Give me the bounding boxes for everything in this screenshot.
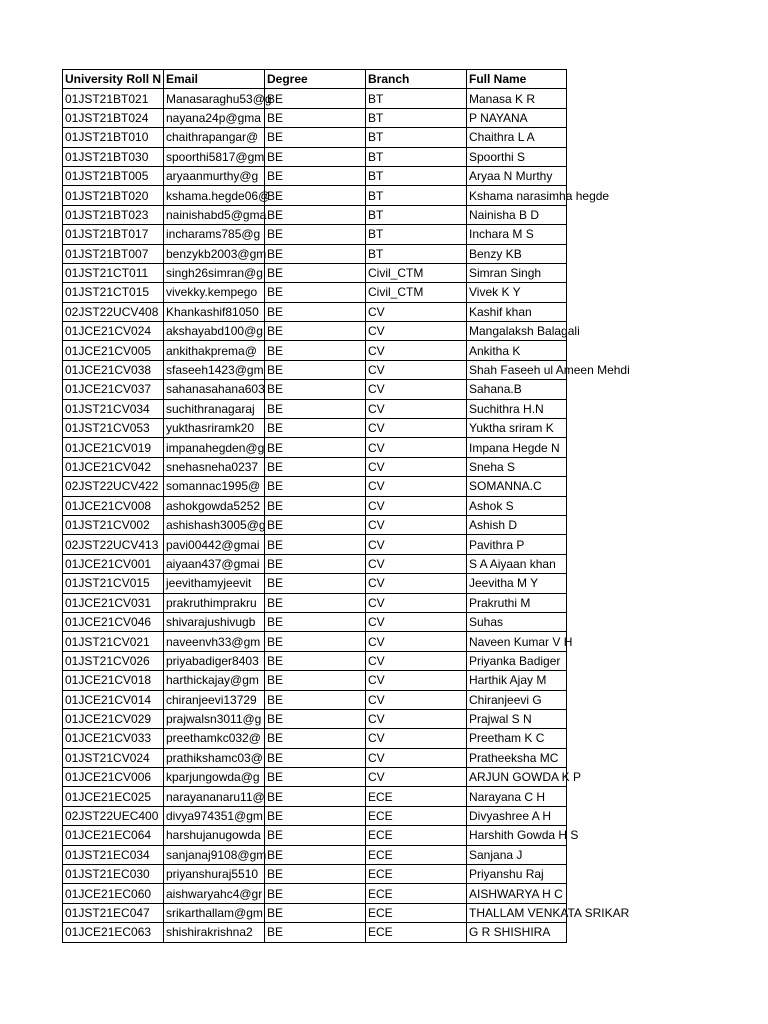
cell-degree[interactable]: BE: [265, 768, 366, 787]
cell-full-name[interactable]: Jeevitha M Y: [467, 574, 567, 593]
cell-branch[interactable]: BT: [366, 108, 467, 127]
table-row: [63, 845, 567, 864]
cell-roll-number[interactable]: 01JST21CV024: [63, 748, 164, 767]
cell-branch[interactable]: BT: [366, 166, 467, 185]
table-row: [63, 322, 567, 341]
cell-email[interactable]: kparjungowda@g: [164, 768, 265, 787]
cell-email[interactable]: suchithranagaraj: [164, 399, 265, 418]
table-row: [63, 651, 567, 670]
table-row: [63, 302, 567, 321]
cell-email[interactable]: priyabadiger8403: [164, 651, 265, 670]
cell-full-name[interactable]: Divyashree A H: [467, 806, 567, 825]
cell-roll-number[interactable]: 01JST21BT010: [63, 128, 164, 147]
cell-roll-number[interactable]: 01JCE21CV019: [63, 438, 164, 457]
cell-full-name[interactable]: Aryaa N Murthy: [467, 166, 567, 185]
cell-roll-number[interactable]: 01JST21EC047: [63, 903, 164, 922]
table-row: [63, 709, 567, 728]
cell-roll-number[interactable]: 01JCE21CV008: [63, 496, 164, 515]
cell-branch[interactable]: CV: [366, 535, 467, 554]
cell-email[interactable]: ashokgowda5252: [164, 496, 265, 515]
cell-roll-number[interactable]: 01JST21EC030: [63, 865, 164, 884]
cell-full-name[interactable]: Simran Singh: [467, 263, 567, 282]
table-row: [63, 166, 567, 185]
table-row: [63, 787, 567, 806]
cell-roll-number[interactable]: 01JCE21CV042: [63, 457, 164, 476]
table-row: [63, 574, 567, 593]
cell-full-name[interactable]: Inchara M S: [467, 225, 567, 244]
cell-full-name[interactable]: Shah Faseeh ul Ameen Mehdi: [467, 360, 567, 379]
table-row: [63, 360, 567, 379]
table-row: [63, 419, 567, 438]
cell-roll-number[interactable]: 01JCE21EC063: [63, 923, 164, 942]
cell-branch[interactable]: BT: [366, 186, 467, 205]
cell-degree[interactable]: BE: [265, 574, 366, 593]
table-row: [63, 457, 567, 476]
table-row: [63, 263, 567, 282]
cell-full-name[interactable]: Sneha S: [467, 457, 567, 476]
cell-email[interactable]: sfaseeh1423@gm: [164, 360, 265, 379]
cell-branch[interactable]: CV: [366, 419, 467, 438]
cell-roll-number[interactable]: 02JST22UCV413: [63, 535, 164, 554]
cell-full-name[interactable]: Priyanka Badiger: [467, 651, 567, 670]
cell-roll-number[interactable]: 02JST22UCV408: [63, 302, 164, 321]
cell-degree[interactable]: BE: [265, 865, 366, 884]
cell-degree[interactable]: BE: [265, 806, 366, 825]
cell-email[interactable]: shishirakrishna2: [164, 923, 265, 942]
header-email[interactable]: Email: [164, 70, 265, 89]
table-row: [63, 690, 567, 709]
header-branch[interactable]: Branch: [366, 70, 467, 89]
cell-roll-number[interactable]: 01JST21BT030: [63, 147, 164, 166]
table-row: [63, 147, 567, 166]
cell-degree[interactable]: BE: [265, 380, 366, 399]
cell-full-name[interactable]: Mangalaksh Balagali: [467, 322, 567, 341]
cell-branch[interactable]: CV: [366, 302, 467, 321]
cell-branch[interactable]: ECE: [366, 826, 467, 845]
cell-email[interactable]: harshujanugowda: [164, 826, 265, 845]
table-row: [63, 205, 567, 224]
header-full-name[interactable]: Full Name: [467, 70, 567, 89]
cell-full-name[interactable]: Impana Hegde N: [467, 438, 567, 457]
cell-email[interactable]: yukthasriramk20: [164, 419, 265, 438]
cell-full-name[interactable]: Priyanshu Raj: [467, 865, 567, 884]
cell-branch[interactable]: CV: [366, 690, 467, 709]
cell-roll-number[interactable]: 01JST21CT015: [63, 283, 164, 302]
table-row: [63, 826, 567, 845]
cell-full-name[interactable]: Prajwal S N: [467, 709, 567, 728]
cell-branch[interactable]: CV: [366, 477, 467, 496]
cell-degree[interactable]: BE: [265, 671, 366, 690]
cell-degree[interactable]: BE: [265, 322, 366, 341]
cell-full-name[interactable]: Sahana.B: [467, 380, 567, 399]
cell-full-name[interactable]: Manasa K R: [467, 89, 567, 108]
cell-degree[interactable]: BE: [265, 457, 366, 476]
table-row: [63, 186, 567, 205]
cell-email[interactable]: kshama.hegde06@: [164, 186, 265, 205]
cell-full-name[interactable]: Preetham K C: [467, 729, 567, 748]
cell-degree[interactable]: BE: [265, 729, 366, 748]
cell-degree[interactable]: BE: [265, 186, 366, 205]
cell-degree[interactable]: BE: [265, 826, 366, 845]
cell-branch[interactable]: ECE: [366, 923, 467, 942]
cell-roll-number[interactable]: 01JCE21CV001: [63, 554, 164, 573]
cell-full-name[interactable]: SOMANNA.C: [467, 477, 567, 496]
cell-branch[interactable]: BT: [366, 205, 467, 224]
table-row: [63, 923, 567, 942]
cell-email[interactable]: preethamkc032@: [164, 729, 265, 748]
cell-roll-number[interactable]: 01JCE21CV018: [63, 671, 164, 690]
table-row: [63, 108, 567, 127]
cell-roll-number[interactable]: 01JCE21CV006: [63, 768, 164, 787]
cell-branch[interactable]: CV: [366, 632, 467, 651]
cell-branch[interactable]: CV: [366, 360, 467, 379]
cell-roll-number[interactable]: 01JCE21CV024: [63, 322, 164, 341]
cell-full-name[interactable]: Spoorthi S: [467, 147, 567, 166]
cell-branch[interactable]: CV: [366, 380, 467, 399]
cell-branch[interactable]: CV: [366, 709, 467, 728]
cell-roll-number[interactable]: 01JCE21CV033: [63, 729, 164, 748]
cell-degree[interactable]: BE: [265, 302, 366, 321]
cell-branch[interactable]: CV: [366, 438, 467, 457]
cell-full-name[interactable]: Ashok S: [467, 496, 567, 515]
cell-roll-number[interactable]: 01JST21CV053: [63, 419, 164, 438]
cell-email[interactable]: divya974351@gm: [164, 806, 265, 825]
cell-branch[interactable]: CV: [366, 574, 467, 593]
header-row: [63, 70, 567, 89]
cell-email[interactable]: sahanasahana603: [164, 380, 265, 399]
cell-roll-number[interactable]: 01JCE21CV005: [63, 341, 164, 360]
cell-email[interactable]: jeevithamyjeevit: [164, 574, 265, 593]
cell-degree[interactable]: BE: [265, 496, 366, 515]
cell-roll-number[interactable]: 01JST21CV026: [63, 651, 164, 670]
cell-email[interactable]: chaithrapangar@: [164, 128, 265, 147]
table-row: [63, 632, 567, 651]
cell-degree[interactable]: BE: [265, 535, 366, 554]
cell-email[interactable]: sanjanaj9108@gm: [164, 845, 265, 864]
table-row: [63, 768, 567, 787]
cell-full-name[interactable]: Kashif khan: [467, 302, 567, 321]
cell-email[interactable]: spoorthi5817@gm: [164, 147, 265, 166]
cell-degree[interactable]: BE: [265, 128, 366, 147]
cell-degree[interactable]: BE: [265, 477, 366, 496]
cell-degree[interactable]: BE: [265, 651, 366, 670]
cell-branch[interactable]: CV: [366, 748, 467, 767]
cell-email[interactable]: vivekky.kempego: [164, 283, 265, 302]
cell-email[interactable]: somannac1995@: [164, 477, 265, 496]
cell-full-name[interactable]: Suchithra H.N: [467, 399, 567, 418]
cell-full-name[interactable]: Ashish D: [467, 515, 567, 534]
cell-branch[interactable]: CV: [366, 729, 467, 748]
cell-degree[interactable]: BE: [265, 89, 366, 108]
cell-degree[interactable]: BE: [265, 399, 366, 418]
cell-email[interactable]: pavi00442@gmai: [164, 535, 265, 554]
cell-roll-number[interactable]: 01JCE21CV038: [63, 360, 164, 379]
cell-full-name[interactable]: Suhas: [467, 612, 567, 631]
cell-branch[interactable]: Civil_CTM: [366, 263, 467, 282]
cell-full-name[interactable]: Benzy KB: [467, 244, 567, 263]
cell-branch[interactable]: CV: [366, 457, 467, 476]
cell-branch[interactable]: CV: [366, 341, 467, 360]
cell-branch[interactable]: CV: [366, 671, 467, 690]
cell-branch[interactable]: CV: [366, 651, 467, 670]
cell-branch[interactable]: ECE: [366, 903, 467, 922]
table-row: [63, 554, 567, 573]
cell-branch[interactable]: ECE: [366, 884, 467, 903]
cell-branch[interactable]: CV: [366, 496, 467, 515]
cell-full-name[interactable]: Chaithra L A: [467, 128, 567, 147]
cell-full-name[interactable]: Chiranjeevi G: [467, 690, 567, 709]
cell-roll-number[interactable]: 01JCE21CV031: [63, 593, 164, 612]
cell-roll-number[interactable]: 01JST21CV002: [63, 515, 164, 534]
table-body: [63, 89, 630, 942]
cell-branch[interactable]: CV: [366, 554, 467, 573]
cell-full-name[interactable]: Pavithra P: [467, 535, 567, 554]
cell-email[interactable]: impanahegden@g: [164, 438, 265, 457]
cell-full-name[interactable]: Harthik Ajay M: [467, 671, 567, 690]
spreadsheet-table: [62, 69, 630, 943]
cell-branch[interactable]: BT: [366, 128, 467, 147]
cell-full-name[interactable]: G R SHISHIRA: [467, 923, 567, 942]
cell-full-name[interactable]: ARJUN GOWDA K P: [467, 768, 567, 787]
table-row: [63, 438, 567, 457]
cell-email[interactable]: priyanshuraj5510: [164, 865, 265, 884]
cell-roll-number[interactable]: 01JST21BT021: [63, 89, 164, 108]
cell-degree[interactable]: BE: [265, 341, 366, 360]
cell-degree[interactable]: BE: [265, 690, 366, 709]
cell-email[interactable]: ashishash3005@g: [164, 515, 265, 534]
cell-roll-number[interactable]: 01JST21CV034: [63, 399, 164, 418]
cell-email[interactable]: narayananaru11@: [164, 787, 265, 806]
table-row: [63, 903, 567, 922]
cell-full-name[interactable]: Sanjana J: [467, 845, 567, 864]
cell-roll-number[interactable]: 01JST21CT011: [63, 263, 164, 282]
cell-email[interactable]: snehasneha0237: [164, 457, 265, 476]
table-row: [63, 89, 567, 108]
cell-degree[interactable]: BE: [265, 108, 366, 127]
cell-email[interactable]: singh26simran@g: [164, 263, 265, 282]
table-row: [63, 341, 567, 360]
cell-full-name[interactable]: Nainisha B D: [467, 205, 567, 224]
cell-branch[interactable]: Civil_CTM: [366, 283, 467, 302]
cell-degree[interactable]: BE: [265, 244, 366, 263]
cell-degree[interactable]: BE: [265, 845, 366, 864]
cell-roll-number[interactable]: 02JST22UEC400: [63, 806, 164, 825]
cell-full-name[interactable]: Prakruthi M: [467, 593, 567, 612]
cell-email[interactable]: shivarajushivugb: [164, 612, 265, 631]
cell-branch[interactable]: CV: [366, 612, 467, 631]
cell-email[interactable]: chiranjeevi13729: [164, 690, 265, 709]
cell-degree[interactable]: BE: [265, 593, 366, 612]
cell-email[interactable]: ankithakprema@: [164, 341, 265, 360]
table-row: [63, 806, 567, 825]
cell-roll-number[interactable]: 01JST21BT007: [63, 244, 164, 263]
cell-email[interactable]: Khankashif81050: [164, 302, 265, 321]
cell-degree[interactable]: BE: [265, 515, 366, 534]
cell-branch[interactable]: BT: [366, 89, 467, 108]
cell-degree[interactable]: BE: [265, 147, 366, 166]
cell-degree[interactable]: BE: [265, 283, 366, 302]
cell-full-name[interactable]: Pratheeksha MC: [467, 748, 567, 767]
cell-degree[interactable]: BE: [265, 360, 366, 379]
cell-degree[interactable]: BE: [265, 748, 366, 767]
table-row: [63, 380, 567, 399]
cell-full-name[interactable]: Ankitha K: [467, 341, 567, 360]
cell-degree[interactable]: BE: [265, 884, 366, 903]
cell-branch[interactable]: BT: [366, 225, 467, 244]
cell-degree[interactable]: BE: [265, 923, 366, 942]
table-row: [63, 496, 567, 515]
cell-branch[interactable]: ECE: [366, 845, 467, 864]
cell-roll-number[interactable]: 01JST21BT005: [63, 166, 164, 185]
cell-roll-number[interactable]: 01JST21CV021: [63, 632, 164, 651]
cell-degree[interactable]: BE: [265, 709, 366, 728]
cell-full-name[interactable]: THALLAM VENKATA SRIKAR: [467, 903, 567, 922]
cell-roll-number[interactable]: 01JCE21CV029: [63, 709, 164, 728]
cell-roll-number[interactable]: 01JCE21CV037: [63, 380, 164, 399]
cell-full-name[interactable]: Narayana C H: [467, 787, 567, 806]
cell-branch[interactable]: CV: [366, 593, 467, 612]
cell-branch[interactable]: BT: [366, 244, 467, 263]
cell-roll-number[interactable]: 01JST21CV015: [63, 574, 164, 593]
cell-email[interactable]: Manasaraghu53@g: [164, 89, 265, 108]
cell-roll-number[interactable]: 01JST21BT024: [63, 108, 164, 127]
cell-branch[interactable]: CV: [366, 515, 467, 534]
cell-full-name[interactable]: S A Aiyaan khan: [467, 554, 567, 573]
cell-degree[interactable]: BE: [265, 612, 366, 631]
table-row: [63, 729, 567, 748]
cell-roll-number[interactable]: 02JST22UCV422: [63, 477, 164, 496]
cell-email[interactable]: akshayabd100@g: [164, 322, 265, 341]
table-row: [63, 477, 567, 496]
cell-full-name[interactable]: Naveen Kumar V H: [467, 632, 567, 651]
cell-roll-number[interactable]: 01JCE21CV046: [63, 612, 164, 631]
cell-full-name[interactable]: Vivek K Y: [467, 283, 567, 302]
table-row: [63, 515, 567, 534]
cell-email[interactable]: aiyaan437@gmai: [164, 554, 265, 573]
cell-full-name[interactable]: AISHWARYA H C: [467, 884, 567, 903]
table-row: [63, 535, 567, 554]
cell-degree[interactable]: BE: [265, 787, 366, 806]
cell-full-name[interactable]: Yuktha sriram K: [467, 419, 567, 438]
cell-degree[interactable]: BE: [265, 554, 366, 573]
cell-roll-number[interactable]: 01JST21BT023: [63, 205, 164, 224]
cell-roll-number[interactable]: 01JCE21EC060: [63, 884, 164, 903]
cell-email[interactable]: prathikshamc03@: [164, 748, 265, 767]
table-row: [63, 671, 567, 690]
cell-branch[interactable]: BT: [366, 147, 467, 166]
cell-email[interactable]: naveenvh33@gm: [164, 632, 265, 651]
cell-degree[interactable]: BE: [265, 438, 366, 457]
cell-degree[interactable]: BE: [265, 263, 366, 282]
cell-email[interactable]: prajwalsn3011@g: [164, 709, 265, 728]
cell-degree[interactable]: BE: [265, 903, 366, 922]
table-row: [63, 225, 567, 244]
cell-roll-number[interactable]: 01JST21BT017: [63, 225, 164, 244]
cell-roll-number[interactable]: 01JCE21EC025: [63, 787, 164, 806]
cell-email[interactable]: incharams785@g: [164, 225, 265, 244]
cell-email[interactable]: harthickajay@gm: [164, 671, 265, 690]
table-row: [63, 128, 567, 147]
cell-email[interactable]: benzykb2003@gm: [164, 244, 265, 263]
cell-degree[interactable]: BE: [265, 632, 366, 651]
header-roll-number[interactable]: University Roll N: [63, 70, 164, 89]
cell-email[interactable]: nayana24p@gma: [164, 108, 265, 127]
cell-email[interactable]: aishwaryahc4@gr: [164, 884, 265, 903]
cell-branch[interactable]: CV: [366, 399, 467, 418]
table-row: [63, 399, 567, 418]
table-row: [63, 244, 567, 263]
table-row: [63, 865, 567, 884]
cell-degree[interactable]: BE: [265, 419, 366, 438]
table-row: [63, 748, 567, 767]
cell-full-name[interactable]: P NAYANA: [467, 108, 567, 127]
cell-email[interactable]: aryaanmurthy@g: [164, 166, 265, 185]
cell-degree[interactable]: BE: [265, 205, 366, 224]
cell-full-name[interactable]: Kshama narasimha hegde: [467, 186, 567, 205]
cell-email[interactable]: nainishabd5@gma: [164, 205, 265, 224]
table-row: [63, 612, 567, 631]
cell-full-name[interactable]: Harshith Gowda H S: [467, 826, 567, 845]
table-row: [63, 884, 567, 903]
cell-roll-number[interactable]: 01JST21EC034: [63, 845, 164, 864]
cell-degree[interactable]: BE: [265, 225, 366, 244]
cell-degree[interactable]: BE: [265, 166, 366, 185]
cell-branch[interactable]: ECE: [366, 865, 467, 884]
cell-email[interactable]: srikarthallam@gm: [164, 903, 265, 922]
cell-branch[interactable]: ECE: [366, 806, 467, 825]
cell-branch[interactable]: CV: [366, 768, 467, 787]
table-row: [63, 283, 567, 302]
cell-branch[interactable]: CV: [366, 322, 467, 341]
header-degree[interactable]: Degree: [265, 70, 366, 89]
cell-email[interactable]: prakruthimprakru: [164, 593, 265, 612]
cell-roll-number[interactable]: 01JST21BT020: [63, 186, 164, 205]
cell-branch[interactable]: ECE: [366, 787, 467, 806]
table-row: [63, 593, 567, 612]
cell-roll-number[interactable]: 01JCE21EC064: [63, 826, 164, 845]
cell-roll-number[interactable]: 01JCE21CV014: [63, 690, 164, 709]
